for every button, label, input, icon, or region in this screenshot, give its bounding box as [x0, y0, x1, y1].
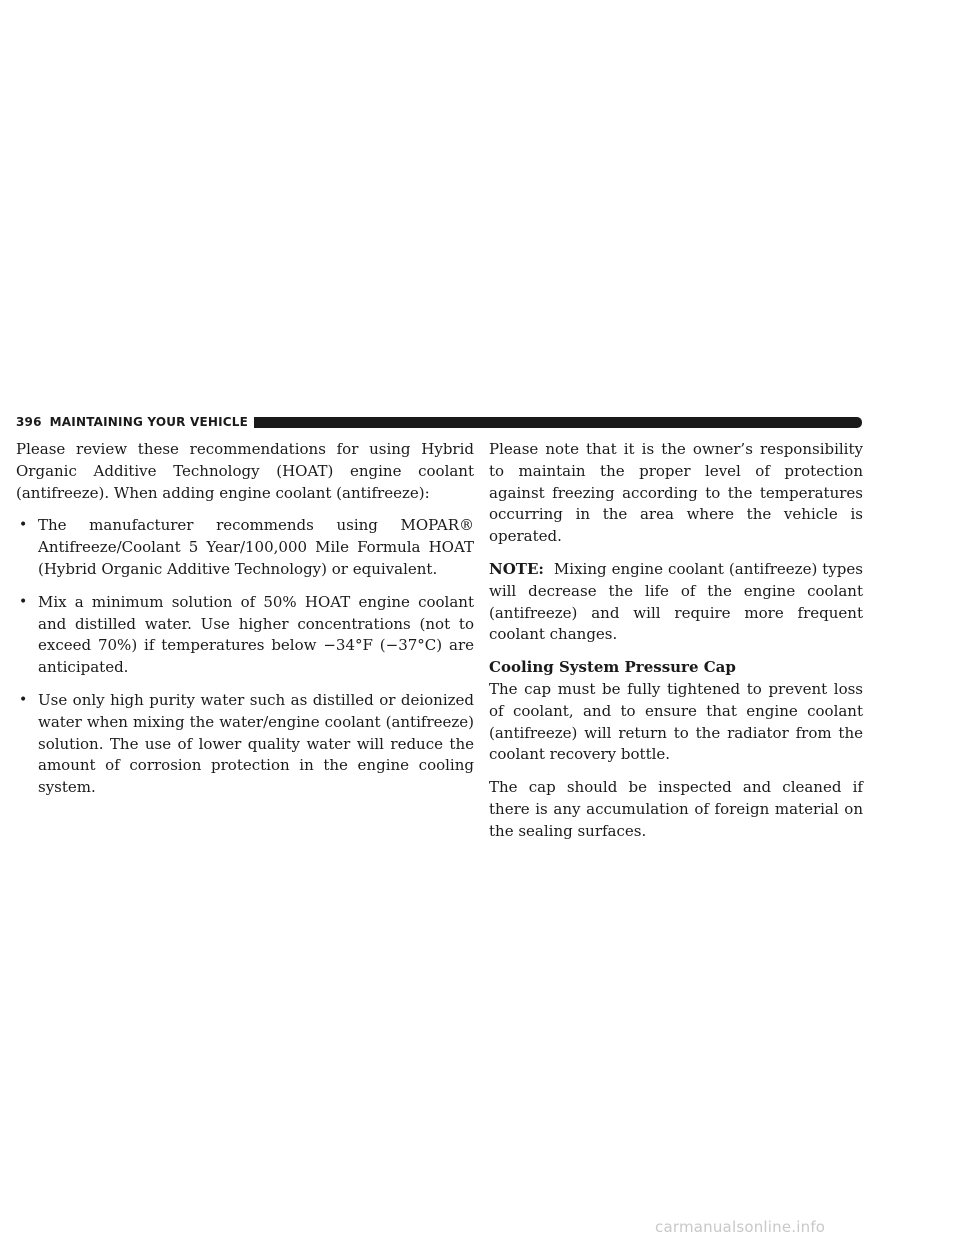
list-item-text: The manufacturer recommends using MOPAR® Antifreeze/Coolant 5 Year/100,000 Mile Formula HOAT (Hybrid Organic Additive Technology) or equivalent.	[38, 516, 474, 578]
bullet-icon: •	[19, 517, 28, 534]
section-title: MAINTAINING YOUR VEHICLE	[49, 415, 249, 429]
list-item	[16, 592, 474, 679]
section-heading: Cooling System Pressure Cap	[489, 658, 736, 677]
bullet-icon: •	[19, 691, 28, 708]
page-number: 396	[16, 415, 42, 429]
cap-paragraph-1: The cap must be fully tightened to prevent loss of coolant, and to ensure that engine coolant (antifreeze) will return to the radiator from the coolant recovery bottle.	[489, 679, 863, 764]
right-column	[489, 439, 863, 854]
cap-paragraph-2: The cap should be inspected and cleaned if there is any accumulation of foreign material on the sealing surfaces.	[489, 778, 863, 840]
list-item	[16, 515, 474, 580]
intro-paragraph: Please review these recommendations for using Hybrid Organic Additive Technology (HOAT) engine coolant (antifreeze). When adding engine coolant (antifreeze):	[16, 440, 474, 502]
header-rule	[254, 417, 862, 428]
bullet-icon: •	[19, 593, 28, 610]
list-item-text: Use only high purity water such as distilled or deionized water when mixing the water/engine coolant (antifreeze) solution. The use of lower quality water will reduce the amount of corrosion protection in the engine cooling system.	[38, 690, 474, 797]
watermark: carmanualsonline.info	[655, 1218, 826, 1236]
note-label: NOTE:	[489, 559, 544, 578]
page-header	[16, 414, 862, 430]
left-column	[16, 439, 474, 810]
responsibility-paragraph: Please note that it is the owner’s responsibility to maintain the proper level of protection against freezing according to the temperatures occurring in the area where the vehicle is operated.	[489, 440, 863, 546]
list-item	[16, 690, 474, 799]
note-paragraph	[489, 559, 863, 646]
note-text: Mixing engine coolant (antifreeze) types will decrease the life of the engine coolant (antifreeze) and will require more frequent coolant changes.	[489, 559, 863, 644]
list-item-text: Mix a minimum solution of 50% HOAT engine coolant and distilled water. Use higher concentrations (not to exceed 70%) if temperatures below −34°F (−37°C) are anticipated.	[38, 592, 474, 677]
recommendation-list	[16, 515, 474, 799]
pressure-cap-section	[489, 657, 863, 842]
